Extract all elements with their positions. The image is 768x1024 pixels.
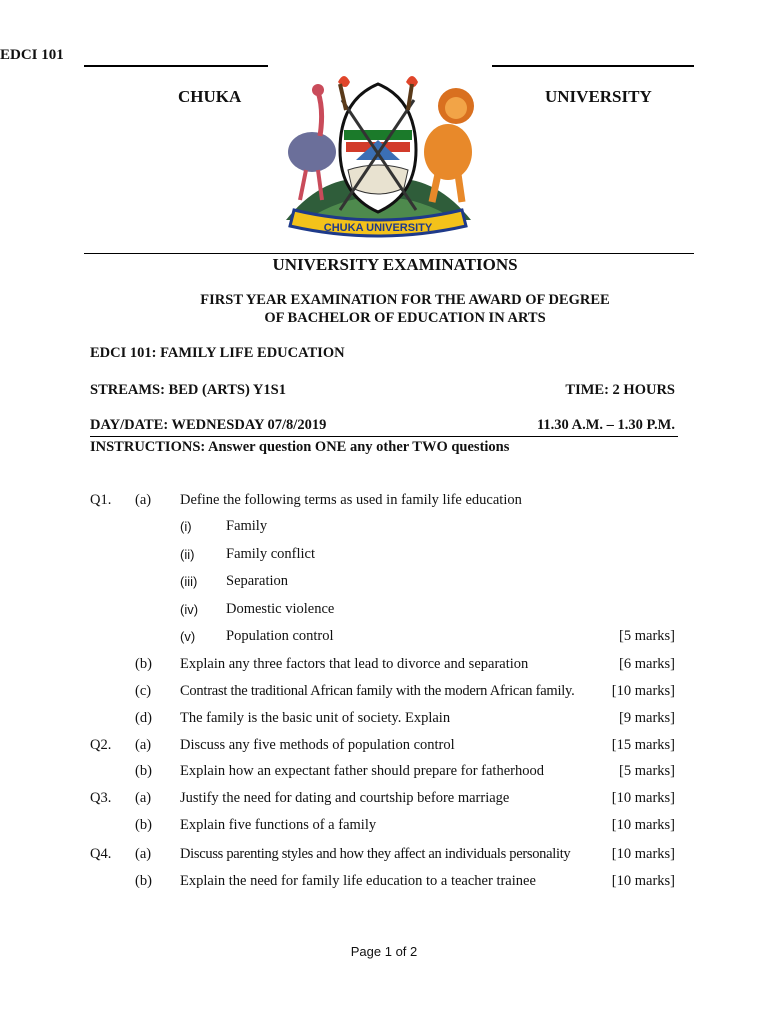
time-range-label: 11.30 A.M. – 1.30 P.M. — [536, 417, 675, 433]
course-title: EDCI 101: FAMILY LIFE EDUCATION — [90, 345, 345, 361]
university-name-right: UNIVERSITY — [545, 87, 652, 106]
university-crest-logo — [266, 70, 490, 240]
term-label: (i) — [180, 519, 192, 534]
question-number: Q1. — [90, 492, 112, 508]
part-label: (c) — [135, 683, 152, 699]
title-rule — [84, 253, 694, 254]
part-label: (b) — [135, 873, 152, 889]
header-rule-right — [492, 65, 694, 67]
term-text: Separation — [226, 573, 289, 589]
marks: [5 marks] — [619, 628, 675, 644]
term-label: (iii) — [180, 574, 198, 589]
university-name-left: CHUKA — [178, 87, 242, 106]
term-text: Family — [226, 518, 268, 534]
question-number: Q2. — [90, 737, 112, 753]
question-text: The family is the basic unit of society. Explain — [180, 710, 451, 726]
part-label: (d) — [135, 710, 152, 726]
marks: [10 marks] — [611, 790, 675, 806]
instructions-rule — [90, 436, 678, 437]
part-label: (b) — [135, 763, 152, 779]
marks: [9 marks] — [619, 710, 675, 726]
term-label: (ii) — [180, 547, 195, 562]
term-label: (iv) — [180, 602, 199, 617]
term-text: Domestic violence — [226, 601, 335, 617]
question-text: Justify the need for dating and courtship before marriage — [180, 790, 510, 806]
question-text: Discuss parenting styles and how they affect an individuals personality — [180, 846, 571, 862]
crest-banner-text: CHUKA UNIVERSITY — [323, 222, 433, 234]
time-label: TIME: 2 HOURS — [565, 382, 675, 398]
question-number: Q4. — [90, 846, 112, 862]
part-label: (b) — [135, 817, 152, 833]
marks: [6 marks] — [619, 656, 675, 672]
term-text: Family conflict — [226, 546, 315, 562]
part-label: (a) — [135, 737, 152, 753]
term-text: Population control — [226, 628, 334, 644]
marks: [10 marks] — [611, 683, 675, 699]
marks: [10 marks] — [611, 817, 675, 833]
question-text: Contrast the traditional African family with the modern African family. — [180, 683, 575, 699]
question-text: Discuss any five methods of population control — [180, 737, 455, 753]
award-line-1: FIRST YEAR EXAMINATION FOR THE AWARD OF DEGREE — [200, 292, 610, 308]
exam-code-header: EDCI 101 — [0, 47, 64, 63]
marks: [15 marks] — [611, 737, 675, 753]
marks: [10 marks] — [611, 873, 675, 889]
page-number: Page 1 of 2 — [350, 944, 418, 959]
term-label: (v) — [180, 629, 196, 644]
marks: [10 marks] — [611, 846, 675, 862]
part-label: (b) — [135, 656, 152, 672]
question-text: Explain any three factors that lead to divorce and separation — [180, 656, 529, 672]
part-label: (a) — [135, 492, 152, 508]
streams-label: STREAMS: BED (ARTS) Y1S1 — [90, 382, 286, 398]
question-text: Define the following terms as used in family life education — [180, 492, 522, 508]
question-text: Explain five functions of a family — [180, 817, 377, 833]
question-text: Explain the need for family life education to a teacher trainee — [180, 873, 536, 889]
header-rule-left — [84, 65, 268, 67]
instructions: INSTRUCTIONS: Answer question ONE any other TWO questions — [90, 439, 510, 455]
question-number: Q3. — [90, 790, 112, 806]
award-line-2: OF BACHELOR OF EDUCATION IN ARTS — [264, 310, 546, 326]
exam-title: UNIVERSITY EXAMINATIONS — [272, 255, 518, 274]
day-date-label: DAY/DATE: WEDNESDAY 07/8/2019 — [90, 417, 327, 433]
question-text: Explain how an expectant father should prepare for fatherhood — [180, 763, 544, 779]
marks: [5 marks] — [619, 763, 675, 779]
part-label: (a) — [135, 846, 152, 862]
part-label: (a) — [135, 790, 152, 806]
